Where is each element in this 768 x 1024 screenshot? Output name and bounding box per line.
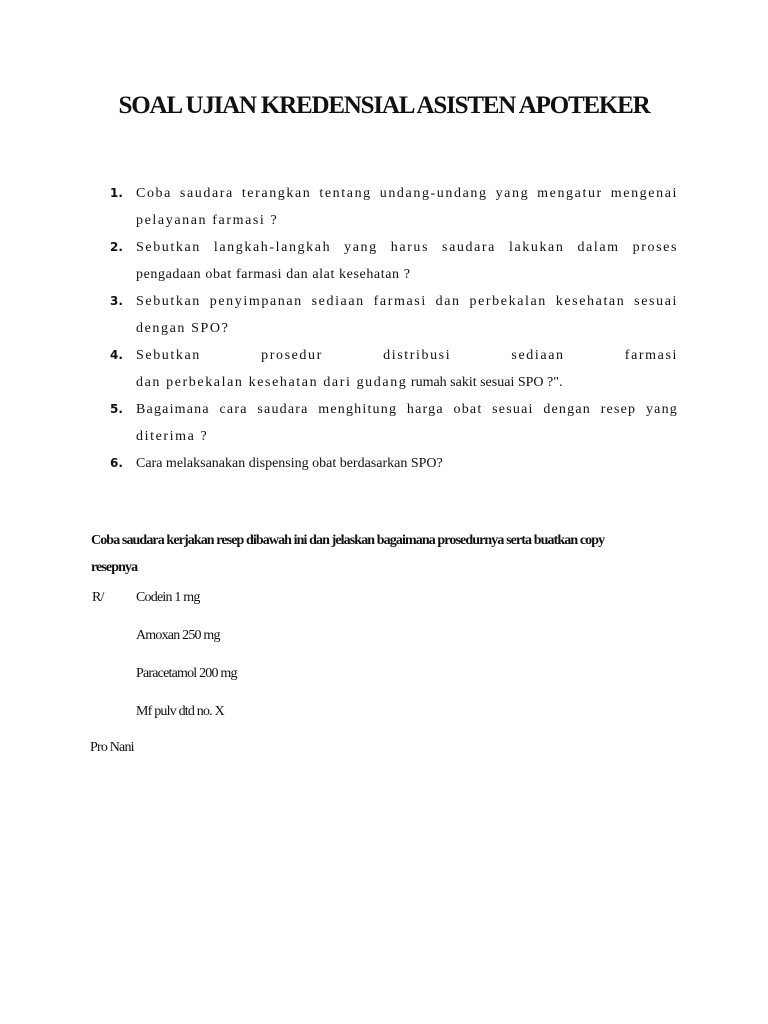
patient-name: Pro Nani (90, 740, 134, 755)
document-title: SOAL UJIAN KREDENSIAL ASISTEN APOTEKER (118, 92, 650, 119)
question-item (106, 288, 678, 342)
question-text-line: Coba saudara terangkan tentang undang-undang yang mengatur mengenai (136, 186, 678, 201)
question-text-line (136, 369, 678, 396)
instruction-text (91, 527, 651, 581)
question-text-line: Sebutkan langkah-langkah yang harus saudara lakukan dalam proses (136, 240, 678, 255)
question-text-line: Sebutkan penyimpanan sediaan farmasi dan perbekalan kesehatan sesuai (136, 294, 678, 309)
question-number: 6. (110, 456, 123, 470)
question-item (106, 342, 678, 396)
question-text-segment: dan perbekalan kesehatan dari gudang (136, 375, 408, 390)
question-item (106, 450, 678, 477)
instruction-line: resepnya (91, 560, 138, 575)
question-item (106, 234, 678, 288)
question-text-line: diterima ? (136, 429, 209, 444)
instruction-line: Coba saudara kerjakan resep dibawah ini dan jelaskan bagaimana prosedurnya serta buatkan copy (91, 533, 605, 548)
question-text-line: pelayanan farmasi ? (136, 213, 279, 228)
question-number: 3. (110, 294, 123, 308)
question-text-line: Bagaimana cara saudara menghitung harga obat sesuai dengan resep yang (136, 402, 678, 417)
question-text-line: Sebutkan prosedur distribusi sediaan farmasi (136, 348, 678, 363)
question-number: 2. (110, 240, 123, 254)
prescription-item: Paracetamol 200 mg (136, 666, 237, 681)
question-number: 4. (110, 348, 123, 362)
question-item (106, 396, 678, 450)
question-item (106, 180, 678, 234)
prescription-item: Amoxan 250 mg (136, 628, 220, 643)
prescription-item: Codein 1 mg (136, 590, 200, 605)
question-text-line: Cara melaksanakan dispensing obat berdasarkan SPO? (136, 456, 443, 471)
question-number: 5. (110, 402, 123, 416)
question-text-segment: rumah sakit sesuai SPO ?". (407, 375, 563, 390)
prescription-label: R/ (92, 590, 104, 605)
question-text-line: dengan SPO? (136, 321, 230, 336)
question-number: 1. (110, 186, 123, 200)
question-text-line: pengadaan obat farmasi dan alat kesehatan ? (136, 267, 411, 282)
prescription-item: Mf pulv dtd no. X (136, 704, 224, 719)
question-list (106, 180, 678, 477)
